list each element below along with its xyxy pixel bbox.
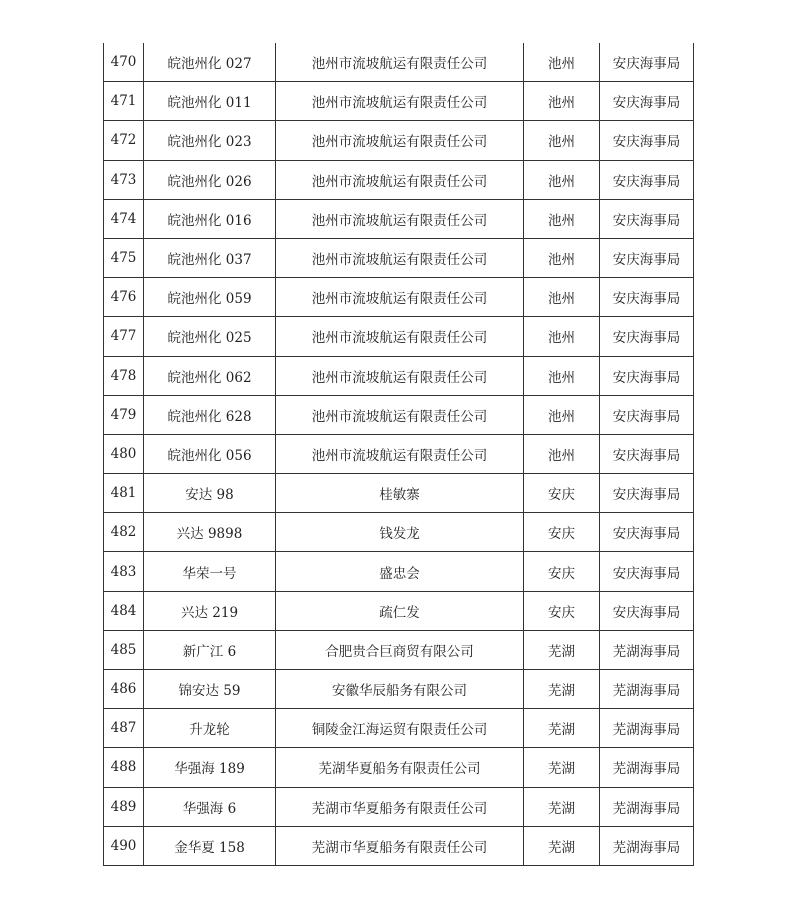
ship-name: 华强海 189 <box>144 748 276 787</box>
maritime-bureau: 安庆海事局 <box>600 238 694 277</box>
port-of-registry: 池州 <box>524 356 600 395</box>
maritime-bureau: 芜湖海事局 <box>600 826 694 865</box>
row-number: 475 <box>104 238 144 277</box>
ship-name: 兴达 219 <box>144 591 276 630</box>
port-of-registry: 芜湖 <box>524 826 600 865</box>
table-row <box>104 826 694 865</box>
owner-name: 池州市流坡航运有限责任公司 <box>276 356 524 395</box>
ship-name: 皖池州化 056 <box>144 434 276 473</box>
row-number: 487 <box>104 709 144 748</box>
maritime-bureau: 安庆海事局 <box>600 317 694 356</box>
owner-name: 池州市流坡航运有限责任公司 <box>276 121 524 160</box>
ship-name: 华强海 6 <box>144 787 276 826</box>
port-of-registry: 安庆 <box>524 591 600 630</box>
maritime-bureau: 芜湖海事局 <box>600 630 694 669</box>
ship-name: 安达 98 <box>144 474 276 513</box>
table-row <box>104 552 694 591</box>
maritime-bureau: 芜湖海事局 <box>600 787 694 826</box>
table-row <box>104 317 694 356</box>
port-of-registry: 芜湖 <box>524 709 600 748</box>
maritime-bureau: 安庆海事局 <box>600 552 694 591</box>
owner-name: 芜湖市华夏船务有限责任公司 <box>276 826 524 865</box>
table-row <box>104 395 694 434</box>
owner-name: 池州市流坡航运有限责任公司 <box>276 317 524 356</box>
table-row <box>104 82 694 121</box>
row-number: 470 <box>104 43 144 82</box>
row-number: 490 <box>104 826 144 865</box>
table-row <box>104 513 694 552</box>
row-number: 481 <box>104 474 144 513</box>
owner-name: 钱发龙 <box>276 513 524 552</box>
port-of-registry: 池州 <box>524 317 600 356</box>
ship-name: 金华夏 158 <box>144 826 276 865</box>
port-of-registry: 池州 <box>524 121 600 160</box>
port-of-registry: 池州 <box>524 395 600 434</box>
owner-name: 池州市流坡航运有限责任公司 <box>276 199 524 238</box>
port-of-registry: 池州 <box>524 160 600 199</box>
port-of-registry: 安庆 <box>524 474 600 513</box>
row-number: 482 <box>104 513 144 552</box>
maritime-bureau: 安庆海事局 <box>600 434 694 473</box>
maritime-bureau: 安庆海事局 <box>600 121 694 160</box>
owner-name: 合肥贵合巨商贸有限公司 <box>276 630 524 669</box>
port-of-registry: 芜湖 <box>524 630 600 669</box>
row-number: 472 <box>104 121 144 160</box>
ship-name: 皖池州化 016 <box>144 199 276 238</box>
table-row <box>104 787 694 826</box>
ship-name: 皖池州化 027 <box>144 43 276 82</box>
maritime-bureau: 安庆海事局 <box>600 395 694 434</box>
owner-name: 铜陵金江海运贸有限责任公司 <box>276 709 524 748</box>
table-row <box>104 434 694 473</box>
owner-name: 池州市流坡航运有限责任公司 <box>276 278 524 317</box>
maritime-bureau: 芜湖海事局 <box>600 670 694 709</box>
maritime-bureau: 安庆海事局 <box>600 474 694 513</box>
port-of-registry: 池州 <box>524 199 600 238</box>
row-number: 479 <box>104 395 144 434</box>
port-of-registry: 芜湖 <box>524 787 600 826</box>
maritime-bureau: 安庆海事局 <box>600 278 694 317</box>
ship-roster-body <box>104 43 694 865</box>
row-number: 488 <box>104 748 144 787</box>
ship-name: 皖池州化 011 <box>144 82 276 121</box>
owner-name: 池州市流坡航运有限责任公司 <box>276 395 524 434</box>
row-number: 486 <box>104 670 144 709</box>
table-row <box>104 474 694 513</box>
ship-name: 升龙轮 <box>144 709 276 748</box>
owner-name: 安徽华辰船务有限公司 <box>276 670 524 709</box>
maritime-bureau: 安庆海事局 <box>600 199 694 238</box>
owner-name: 芜湖华夏船务有限责任公司 <box>276 748 524 787</box>
row-number: 473 <box>104 160 144 199</box>
ship-name: 皖池州化 062 <box>144 356 276 395</box>
table-row <box>104 748 694 787</box>
maritime-bureau: 芜湖海事局 <box>600 748 694 787</box>
table-row <box>104 356 694 395</box>
owner-name: 池州市流坡航运有限责任公司 <box>276 238 524 277</box>
maritime-bureau: 安庆海事局 <box>600 43 694 82</box>
row-number: 480 <box>104 434 144 473</box>
table-row <box>104 670 694 709</box>
ship-name: 锦安达 59 <box>144 670 276 709</box>
port-of-registry: 池州 <box>524 434 600 473</box>
owner-name: 池州市流坡航运有限责任公司 <box>276 43 524 82</box>
row-number: 483 <box>104 552 144 591</box>
table-row <box>104 591 694 630</box>
ship-name: 华荣一号 <box>144 552 276 591</box>
maritime-bureau: 安庆海事局 <box>600 513 694 552</box>
owner-name: 桂敏寨 <box>276 474 524 513</box>
port-of-registry: 池州 <box>524 238 600 277</box>
table-row <box>104 43 694 82</box>
row-number: 477 <box>104 317 144 356</box>
row-number: 484 <box>104 591 144 630</box>
owner-name: 池州市流坡航运有限责任公司 <box>276 434 524 473</box>
maritime-bureau: 芜湖海事局 <box>600 709 694 748</box>
ship-name: 皖池州化 025 <box>144 317 276 356</box>
port-of-registry: 安庆 <box>524 513 600 552</box>
maritime-bureau: 安庆海事局 <box>600 82 694 121</box>
maritime-bureau: 安庆海事局 <box>600 356 694 395</box>
table-row <box>104 199 694 238</box>
owner-name: 芜湖市华夏船务有限责任公司 <box>276 787 524 826</box>
ship-roster-table <box>103 43 694 866</box>
port-of-registry: 池州 <box>524 43 600 82</box>
port-of-registry: 池州 <box>524 278 600 317</box>
ship-name: 皖池州化 037 <box>144 238 276 277</box>
ship-name: 皖池州化 026 <box>144 160 276 199</box>
table-row <box>104 121 694 160</box>
row-number: 485 <box>104 630 144 669</box>
owner-name: 池州市流坡航运有限责任公司 <box>276 160 524 199</box>
owner-name: 疏仁发 <box>276 591 524 630</box>
ship-name: 兴达 9898 <box>144 513 276 552</box>
owner-name: 池州市流坡航运有限责任公司 <box>276 82 524 121</box>
maritime-bureau: 安庆海事局 <box>600 591 694 630</box>
row-number: 474 <box>104 199 144 238</box>
table-row <box>104 160 694 199</box>
ship-name: 皖池州化 628 <box>144 395 276 434</box>
table-row <box>104 709 694 748</box>
owner-name: 盛忠会 <box>276 552 524 591</box>
table-row <box>104 278 694 317</box>
port-of-registry: 安庆 <box>524 552 600 591</box>
ship-name: 皖池州化 023 <box>144 121 276 160</box>
row-number: 476 <box>104 278 144 317</box>
port-of-registry: 芜湖 <box>524 748 600 787</box>
row-number: 471 <box>104 82 144 121</box>
port-of-registry: 芜湖 <box>524 670 600 709</box>
table-row <box>104 238 694 277</box>
row-number: 489 <box>104 787 144 826</box>
ship-name: 皖池州化 059 <box>144 278 276 317</box>
table-row <box>104 630 694 669</box>
port-of-registry: 池州 <box>524 82 600 121</box>
row-number: 478 <box>104 356 144 395</box>
ship-name: 新广江 6 <box>144 630 276 669</box>
maritime-bureau: 安庆海事局 <box>600 160 694 199</box>
